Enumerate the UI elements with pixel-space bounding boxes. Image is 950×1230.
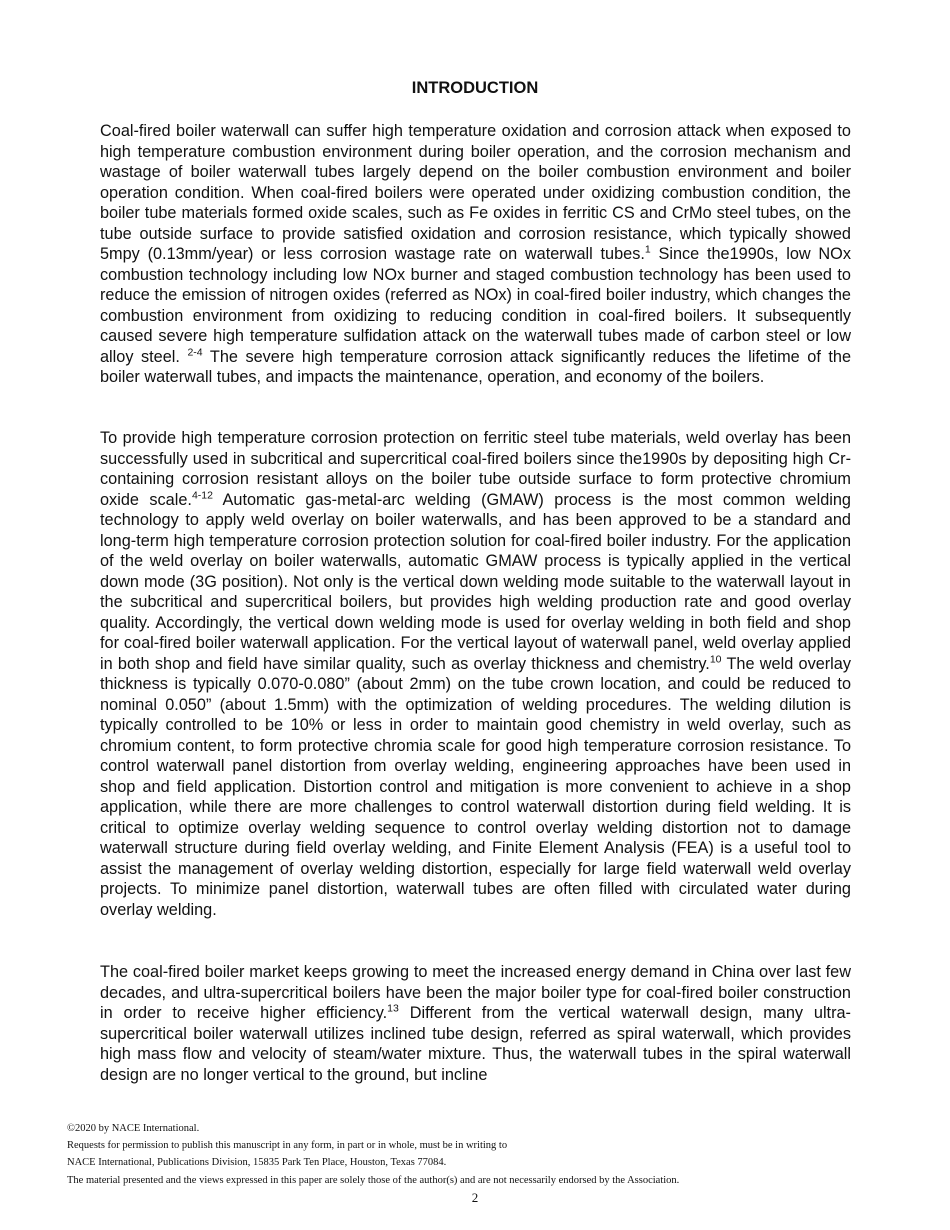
paragraph-text: The severe high temperature corrosion attack significantly reduces the lifetime of the boiler waterwall tubes, and impacts the maintenance, operation, and economy of the boilers.	[100, 347, 851, 386]
citation-ref: 4-12	[191, 489, 213, 502]
paragraph-text: Different from the vertical waterwall design, many ultra-supercritical boiler waterwall utilizes inclined tube design, referred as spiral waterwall, which provides high mass flow and velocity of steam/water mixture. Thus, the waterwall tubes in the spiral waterwall design are no longer vertical to the ground, but incline	[100, 1004, 851, 1084]
citation-ref: 10	[709, 653, 722, 666]
paragraph-1	[100, 121, 851, 388]
publisher-address: NACE International, Publications Division, 15835 Park Ten Place, Houston, Texas 77084.	[67, 1157, 447, 1169]
citation-ref: 13	[387, 1002, 399, 1015]
paragraph-text: Automatic gas-metal-arc welding (GMAW) process is the most common welding technology to apply weld overlay on boiler waterwalls, and has been approved to be a standard and long-term high temperature corrosion protection solution for coal-fired boiler industry. For the application of the weld overlay on boiler waterwalls, automatic GMAW process is typically applied in the vertical down mode (3G position). Not only is the vertical down welding mode suitable to the waterwall layout in the subcritical and supercritical boilers, but provides high welding production rate and good overlay quality. Accordingly, the vertical down welding mode is used for overlay welding in both field and shop for coal-fired boiler waterwall application. For the vertical layout of waterwall panel, weld overlay applied in both shop and field have similar quality, such as overlay thickness and chemistry.	[100, 490, 851, 673]
paragraph-text: The weld overlay thickness is typically 0.070-0.080” (about 2mm) on the tube crown location, and could be reduced to nominal 0.050” (about 1.5mm) with the optimization of welding procedures. The welding dilution is typically controlled to be 10% or less in order to maintain good chemistry in weld overlay, such as chromium content, to form protective chromia scale for good high temperature corrosion resistance. To control waterwall panel distortion from overlay welding, engineering approaches have been used in shop and field application. Distortion control and mitigation is more convenient to achieve in a shop application, while there are more challenges to control waterwall distortion during field welding. It is critical to optimize overlay welding sequence to control overlay welding distortion not to damage waterwall structure during field overlay welding, and Finite Element Analysis (FEA) is a useful tool to assist the management of overlay welding distortion, especially for large field waterwall weld overlay projects. To minimize panel distortion, waterwall tubes are often filled with circulated water during overlay welding.	[100, 654, 851, 919]
paragraph-text: Since the1990s, low NOx combustion technology including low NOx burner and staged combustion technology has been used to reduce the emission of nitrogen oxides (referred as NOx) in coal-fired boiler industry, which changes the combustion environment from oxidizing to reducing condition in coal-fired boilers. It subsequently caused severe high temperature sulfidation attack on the waterwall tubes made of carbon steel or low alloy steel.	[100, 245, 851, 366]
copyright-notice: ©2020 by NACE International.	[67, 1123, 200, 1134]
section-heading: INTRODUCTION	[411, 79, 539, 97]
permission-notice: Requests for permission to publish this manuscript in any form, in part or in whole, must be in writing to	[67, 1140, 508, 1152]
page-number: 2	[471, 1190, 479, 1205]
disclaimer: The material presented and the views expressed in this paper are solely those of the author(s) and are not necessarily endorsed by the Association.	[67, 1174, 680, 1186]
paragraph-2	[100, 428, 851, 920]
paragraph-text: The coal-fired boiler market keeps growing to meet the increased energy demand in China over last few decades, and ultra-supercritical boilers have been the major boiler type for coal-fired boiler construction in order to receive higher efficiency.	[100, 963, 851, 1022]
page-footer	[67, 1120, 927, 1189]
paragraph-3	[100, 962, 851, 1085]
citation-ref: 1	[644, 243, 651, 256]
paragraph-text: Coal-fired boiler waterwall can suffer high temperature oxidation and corrosion attack when exposed to high temperature combustion environment during boiler operation, and the corrosion mechanism and wastage of boiler waterwall tubes largely depend on the boiler combustion environment and boiler operation condition. When coal-fired boilers were operated under oxidizing combustion condition, the boiler tube materials formed oxide scales, such as Fe oxides in ferritic CS and CrMo steel tubes, on the tube outside surface to provide satisfied oxidation and corrosion resistance, which typically showed 5mpy (0.13mm/year) or less corrosion wastage rate on waterwall tubes.	[100, 122, 851, 263]
paragraph-text: To provide high temperature corrosion protection on ferritic steel tube materials, weld overlay has been successfully used in subcritical and supercritical coal-fired boilers since the1990s by depositing high Cr-containing corrosion resistant alloys on the boiler tube outside surface to form protective chromium oxide scale.	[100, 429, 851, 509]
citation-ref: 2-4	[187, 346, 203, 359]
